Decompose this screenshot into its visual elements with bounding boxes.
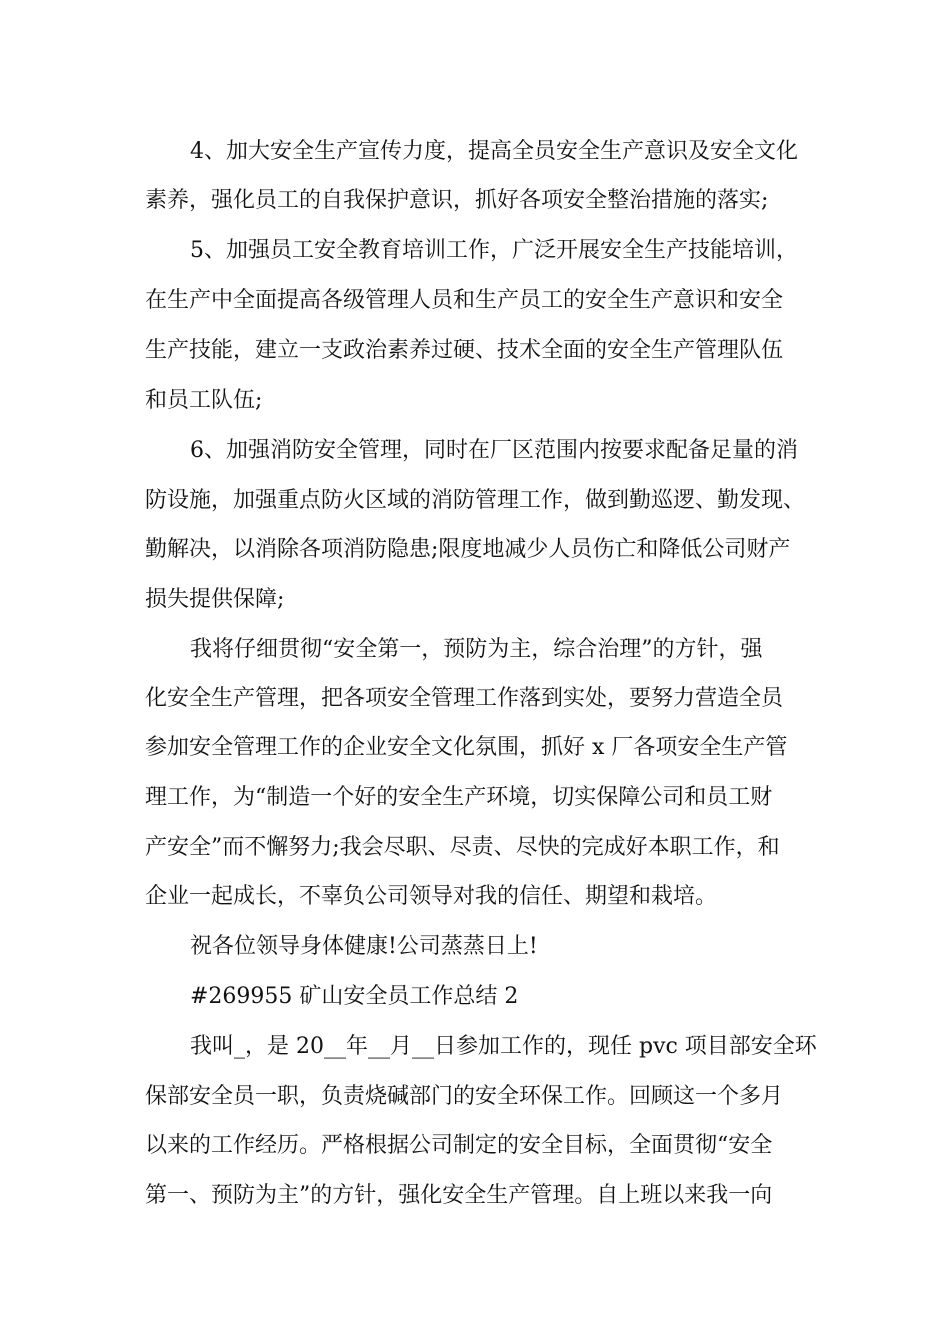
text-line: 第一、预防为主”的方针，强化安全生产管理。自上班以来我一向 bbox=[145, 1183, 773, 1208]
text-line: 损失提供保障; bbox=[145, 587, 285, 612]
text-line: 勤解决，以消除各项消防隐患;限度地减少人员伤亡和降低公司财产 bbox=[145, 537, 791, 562]
text-line: 生产技能，建立一支政治素养过硬、技术全面的安全生产管理队伍 bbox=[145, 338, 784, 363]
text-line: 素养，强化员工的自我保护意识，抓好各项安全整治措施的落实; bbox=[145, 188, 769, 213]
text-line: 我叫_，是 20__年__月__日参加工作的，现任 pvc 项目部安全环 bbox=[190, 1034, 817, 1059]
text-line: 祝各位领导身体健康!公司蒸蒸日上! bbox=[190, 934, 538, 959]
text-line: 6、加强消防安全管理，同时在厂区范围内按要求配备足量的消 bbox=[190, 438, 798, 463]
text-line: 5、加强员工安全教育培训工作，广泛开展安全生产技能培训， bbox=[190, 238, 798, 263]
text-line: 保部安全员一职，负责烧碱部门的安全环保工作。回顾这一个多月 bbox=[145, 1084, 784, 1109]
text-line: 我将仔细贯彻“安全第一，预防为主，综合治理”的方针，强 bbox=[190, 637, 763, 662]
section-heading: #269955 矿山安全员工作总结 2 bbox=[190, 984, 519, 1009]
text-line: 以来的工作经历。严格根据公司制定的安全目标，全面贯彻“安全 bbox=[145, 1133, 773, 1158]
text-line: 4、加大安全生产宣传力度，提高全员安全生产意识及安全文化 bbox=[190, 139, 798, 164]
text-line: 化安全生产管理，把各项安全管理工作落到实处，要努力营造全员 bbox=[145, 686, 784, 711]
text-line: 防设施，加强重点防火区域的消防管理工作，做到勤巡逻、勤发现、 bbox=[145, 488, 806, 513]
text-line: 企业一起成长，不辜负公司领导对我的信任、期望和栽培。 bbox=[145, 884, 718, 909]
text-line: 和员工队伍; bbox=[145, 388, 263, 413]
text-line: 理工作，为“制造一个好的安全生产环境，切实保障公司和员工财 bbox=[145, 785, 773, 810]
text-line: 在生产中全面提高各级管理人员和生产员工的安全生产意识和安全 bbox=[145, 288, 784, 313]
text-line: 产安全”而不懈努力;我会尽职、尽责、尽快的完成好本职工作，和 bbox=[145, 835, 780, 860]
text-line: 参加安全管理工作的企业安全文化氛围，抓好 x 厂各项安全生产管 bbox=[145, 735, 788, 760]
